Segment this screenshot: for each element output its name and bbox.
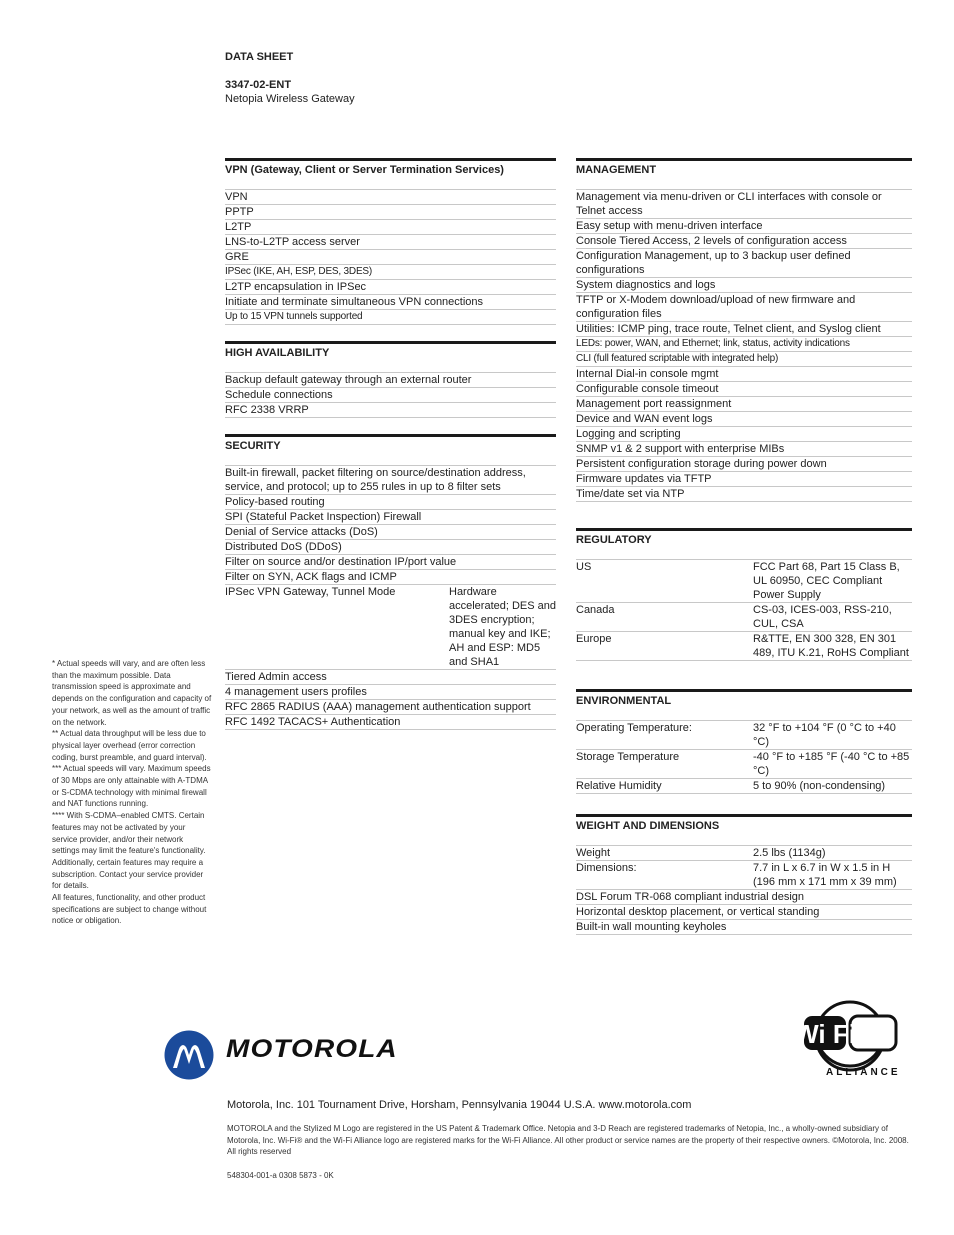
row-value: FCC Part 68, Part 15 Class B, UL 60950, CEC Compliant Power Supply [753,561,900,601]
security-section [225,434,556,730]
row-key: Storage Temperature [576,751,680,763]
ipsec-value: Hardware accelerated; DES and 3DES encryption; manual key and IKE; AH and ESP: MD5 and SHA1 [449,586,557,668]
list-item: L2TP [225,220,556,235]
footnotes [52,658,212,927]
footnote: All features, functionality, and other product specifications are subject to change without notice or obligation. [52,893,207,926]
company-address: Motorola, Inc. 101 Tournament Drive, Horsham, Pennsylvania 19044 U.S.A. www.motorola.com [227,1099,692,1111]
row-key: Weight [576,847,611,859]
section-title: HIGH AVAILABILITY [225,341,556,373]
row-value: CS-03, ICES-003, RSS-210, CUL, CSA [753,604,892,630]
row-key: US [576,561,592,573]
list-item: CLI (full featured scriptable with integrated help) [576,352,912,367]
part-number: 548304-001-a 0308 5873 - 0K [227,1171,334,1180]
list-item: Easy setup with menu-driven interface [576,219,912,234]
row-value: 5 to 90% (non-condensing) [753,780,886,792]
row-key: Relative Humidity [576,780,662,792]
list-item: Management port reassignment [576,397,912,412]
regulatory-section [576,528,912,661]
list-item: DSL Forum TR-068 compliant industrial design [576,890,912,905]
list-item: Internal Dial-in console mgmt [576,367,912,382]
table-row [576,603,912,632]
table-row [576,632,912,661]
row-key: Operating Temperature: [576,722,692,734]
high-availability-section [225,341,556,418]
list-item: 4 management users profiles [225,685,556,700]
motorola-logo-icon [164,1030,214,1085]
row-value: 32 °F to +104 °F (0 °C to +40 °C) [753,722,896,748]
list-item: Filter on source and/or destination IP/port value [225,555,556,570]
list-item: L2TP encapsulation in IPSec [225,280,556,295]
list-item: Time/date set via NTP [576,487,912,502]
management-section [576,158,912,502]
section-title: WEIGHT AND DIMENSIONS [576,814,912,846]
document-header [225,50,355,106]
list-item: RFC 1492 TACACS+ Authentication [225,715,556,730]
list-item: SNMP v1 & 2 support with enterprise MIBs [576,442,912,457]
section-title: VPN (Gateway, Client or Server Termination Services) [225,158,556,190]
ipsec-key: IPSec VPN Gateway, Tunnel Mode [225,586,396,598]
legal-notice: MOTOROLA and the Stylized M Logo are registered in the US Patent & Trademark Office. Netopia and 3-D Reach are registered trademarks of Netopia, Inc., a wholly-owned subsidiary of Motorola, Inc. Wi-Fi® and the Wi-Fi Alliance logo are registered marks for the Wi-Fi Alliance. All other product or service names are the property of their respective owners. ©Motorola, Inc. 2008. All rights reserved [227,1124,909,1156]
list-item: Policy-based routing [225,495,556,510]
right-column [576,158,912,951]
list-item: Horizontal desktop placement, or vertical standing [576,905,912,920]
list-item: Built-in firewall, packet filtering on source/destination address, service, and protocol; up to 255 rules in up to 8 filter sets [225,466,556,495]
list-item: Filter on SYN, ACK flags and ICMP [225,570,556,585]
row-key: Europe [576,633,612,645]
list-item: VPN [225,190,556,205]
list-item: RFC 2865 RADIUS (AAA) management authentication support [225,700,556,715]
list-item: Backup default gateway through an external router [225,373,556,388]
wifi-text-left: Wi Fi [800,1019,856,1049]
list-item: Management via menu-driven or CLI interfaces with console or Telnet access [576,190,912,219]
row-value: R&TTE, EN 300 328, EN 301 489, ITU K.21, RoHS Compliant [753,633,909,659]
ipsec-row [225,585,556,670]
footnote: ** Actual data throughput will be less due to physical layer overhead (error correction coding, burst preamble, and guard interval). [52,729,207,762]
weight-section [576,814,912,935]
list-item: Device and WAN event logs [576,412,912,427]
list-item: SPI (Stateful Packet Inspection) Firewall [225,510,556,525]
list-item: IPSec (IKE, AH, ESP, DES, 3DES) [225,265,556,280]
list-item: Distributed DoS (DDoS) [225,540,556,555]
doc-type: DATA SHEET [225,51,294,63]
row-value: 7.7 in L x 6.7 in W x 1.5 in H (196 mm x 171 mm x 39 mm) [753,862,897,888]
table-row [576,560,912,603]
environmental-section [576,689,912,794]
row-value: -40 °F to +185 °F (-40 °C to +85 °C) [753,751,910,777]
list-item: Tiered Admin access [225,670,556,685]
list-item: RFC 2338 VRRP [225,403,556,418]
list-item: Console Tiered Access, 2 levels of configuration access [576,234,912,249]
list-item: Utilities: ICMP ping, trace route, Telnet client, and Syslog client [576,322,912,337]
table-row [576,861,912,890]
left-column [225,158,556,746]
list-item: Schedule connections [225,388,556,403]
footnote: * Actual speeds will vary, and are often less than the maximum possible. Data transmission speed is approximate and depends on the configuration and capacity of your network, as well as the amount of traffic on the network. [52,659,212,727]
list-item: System diagnostics and logs [576,278,912,293]
list-item: GRE [225,250,556,265]
list-item: Configuration Management, up to 3 backup user defined configurations [576,249,912,278]
wifi-alliance-logo-icon [800,998,900,1087]
row-key: Dimensions: [576,862,637,874]
motorola-wordmark: MOTOROLA [226,1035,398,1063]
wifi-alliance-text: ALLIANCE [826,1067,900,1078]
table-row [576,721,912,750]
row-value: 2.5 lbs (1134g) [753,847,826,859]
section-title: REGULATORY [576,528,912,560]
model-number: 3347-02-ENT [225,79,292,91]
list-item: PPTP [225,205,556,220]
footnote: *** Actual speeds will vary. Maximum speeds of 30 Mbps are only attainable with A-TDMA or S-CDMA technology with minimal firewall and NAT functions running. [52,764,211,809]
table-row [576,750,912,779]
table-row [576,779,912,794]
list-item: LNS-to-L2TP access server [225,235,556,250]
list-item: TFTP or X-Modem download/upload of new firmware and configuration files [576,293,912,322]
section-title: ENVIRONMENTAL [576,689,912,721]
list-item: Logging and scripting [576,427,912,442]
row-key: Canada [576,604,615,616]
section-title: SECURITY [225,434,556,466]
product-name: Netopia Wireless Gateway [225,93,355,105]
list-item: Configurable console timeout [576,382,912,397]
list-item: Firmware updates via TFTP [576,472,912,487]
footnote: **** With S-CDMA–enabled CMTS. Certain features may not be activated by your service provider, and/or their network settings may limit the feature's functionality. Additionally, certain features may require a subscription. Contact your service provider for details. [52,811,206,891]
section-title: MANAGEMENT [576,158,912,190]
list-item: Persistent configuration storage during power down [576,457,912,472]
list-item: Initiate and terminate simultaneous VPN connections [225,295,556,310]
table-row [576,846,912,861]
list-item: LEDs: power, WAN, and Ethernet; link, status, activity indications [576,337,912,352]
vpn-section [225,158,556,325]
list-item: Up to 15 VPN tunnels supported [225,310,556,325]
list-item: Built-in wall mounting keyholes [576,920,912,935]
list-item: Denial of Service attacks (DoS) [225,525,556,540]
